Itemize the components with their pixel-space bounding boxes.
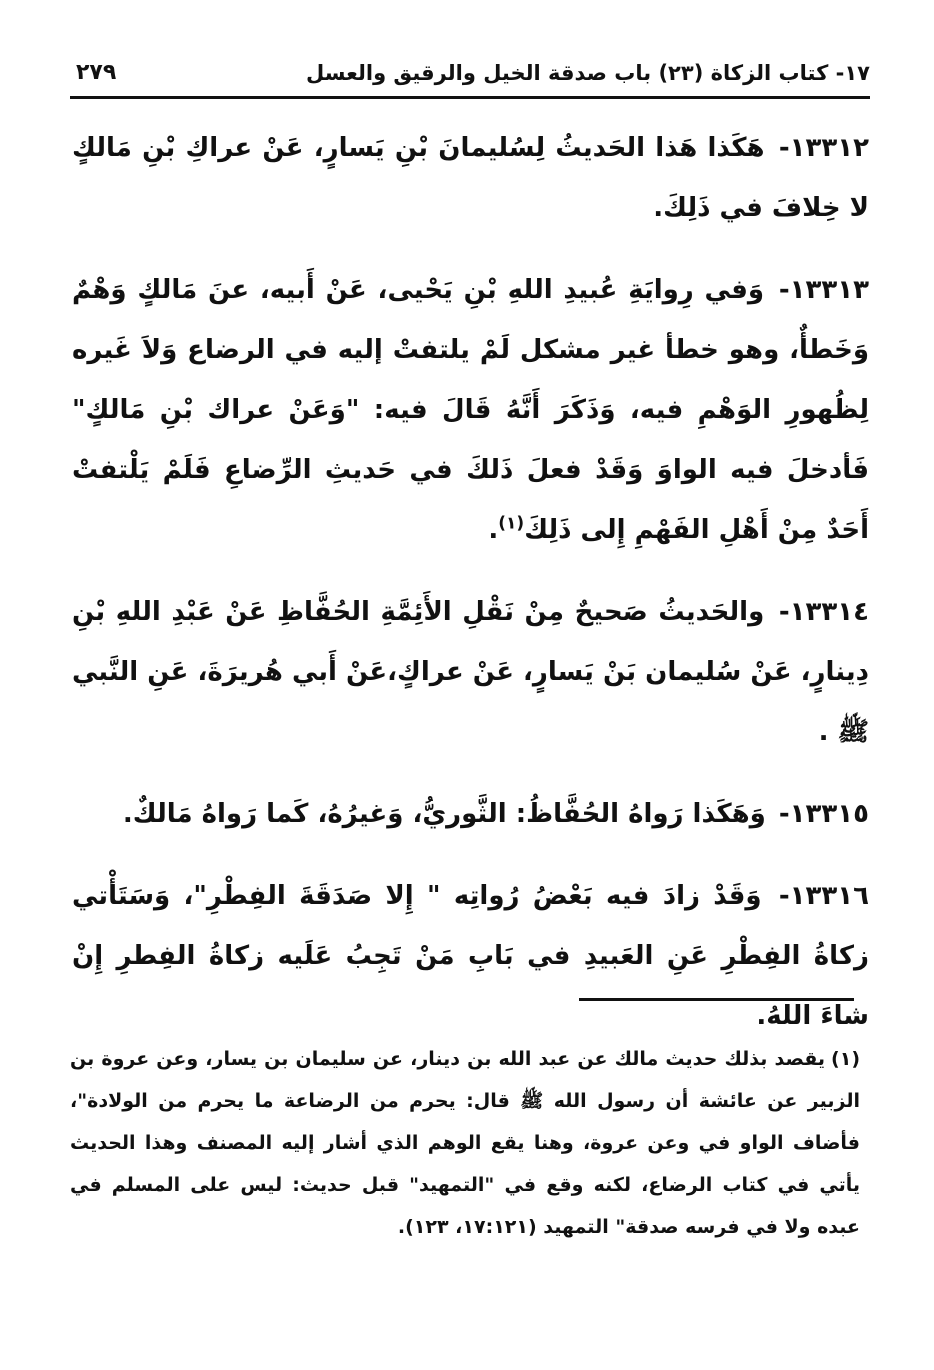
- paragraph-text: والحَديثُ صَحيحٌ مِنْ نَقْلِ الأَئِمَّةِ الحُفَّاظِ عَنْ عَبْدِ اللهِ بْنِ دِينارٍ، عَنْ سُليمان بَنْ يَسارٍ، عَنْ عراكٍ،عَنْ أَبي هُريرَةَ، عَنِ النَّبي ﷺ .: [72, 597, 869, 747]
- paragraph-text: وَهَكَذا رَواهُ الحُفَّاظُ: الثَّوريُّ، وَغيرُهُ، كَما رَواهُ مَالكٌ.: [122, 799, 766, 829]
- paragraph-13316: [72, 866, 869, 1046]
- paragraph-13312: [72, 118, 869, 238]
- paragraph-number: ١٣٣١٥-: [778, 799, 869, 829]
- header-title: ١٧- كتاب الزكاة (٢٣) باب صدقة الخيل والرقيق والعسل: [306, 61, 870, 85]
- footnote-separator: [579, 998, 854, 1001]
- footnote-text: يقصد بذلك حديث مالك عن عبد الله بن دينار، عن سليمان بن يسار، وعن عروة بن الزبير عن عائشة أن رسول الله ﷺ قال: يحرم من الرضاعة ما يحرم من الولادة"، فأضاف الواو في وعن عروة، وهنا يقع الوهم الذي أشار إليه المصنف وهذا الحديث يأتي في كتاب الرضاع، لكنه وقع في "التمهيد" قبل حديث: ليس على المسلم في عبده ولا في فرسه صدقة" التمهيد (١٧:١٢١، ١٢٣).: [70, 1048, 860, 1238]
- running-header: [70, 56, 870, 99]
- paragraph-text: وَقَدْ زادَ فيه بَعْضُ رُواتِه " إِلا صَدَقَةَ الفِطْرِ"، وَسَتَأْتي زكاةُ الفِطْرِ عَنِ العَبيدِ في بَابِ مَنْ تَجِبُ عَلَيه زكاةُ الفِطرِ إِنْ شاءَ اللهُ.: [72, 881, 869, 1031]
- paragraph-number: ١٣٣١٤-: [778, 597, 869, 627]
- paragraph-text: وَفي رِوايَةِ عُبيدِ اللهِ بْنِ يَحْيى، عَنْ أَبيه، عنَ مَالكٍ وَهْمٌ وَخَطأٌ، وهو خطأ غير مشكل لَمْ يلتفتْ إليه في الرضاع وَلاَ غَيره لِظُهورِ الوَهْمِ فيه، وَذَكَرَ أَنَّهُ قَالَ فيه: "وَعَنْ عراك بْنِ مَالكٍ" فَأدخلَ فيه الواوَ وَقَدْ فعلَ ذَلكَ في حَديثِ الرِّضاعِ فَلَمْ يَلْتفتْ أَحَدٌ مِنْ أَهْلِ الفَهْمِ إِلى ذَلِكَ: [72, 275, 869, 545]
- paragraph-13315: [72, 784, 869, 844]
- paragraph-13313: ١٣٣١٣- وَفي رِوايَةِ عُبيدِ اللهِ بْنِ يَحْيى، عَنْ أَبيه، عنَ مَالكٍ وَهْمٌ وَخَطأٌ، وهو خطأ غير مشكل لَمْ يلتفتْ إليه في الرضاع وَلاَ غَيره لِظُهورِ الوَهْمِ فيه، وَذَكَرَ أَنَّهُ قَالَ فيه: "وَعَنْ عراك بْنِ مَالكٍ" فَأدخلَ فيه الواوَ وَقَدْ فعلَ ذَلكَ في حَديثِ الرِّضاعِ فَلَمْ يَلْتفتْ أَحَدٌ مِنْ أَهْلِ الفَهْمِ إِلى ذَلِكَ$^{(١)}$.: [72, 275, 869, 545]
- paragraph-number: ١٣٣١٦-: [778, 881, 870, 911]
- footnote-marker: (١): [831, 1048, 860, 1070]
- paragraph-13314: [72, 582, 869, 762]
- footnote-1: [70, 1038, 860, 1248]
- footnote-reference[interactable]: (١): [498, 513, 525, 534]
- paragraph-number: ١٣٣١٣-: [778, 275, 869, 305]
- paragraph-number: ١٣٣١٢-: [778, 133, 869, 163]
- page-number: ٢٧٩: [76, 60, 117, 85]
- main-text: [72, 118, 869, 1068]
- paragraph-text: هَكَذا هَذا الحَديثُ لِسُليمانَ بْنِ يَسارٍ، عَنْ عراكِ بْنِ مَالكٍ لا خِلافَ في ذَلِكَ.: [72, 133, 869, 223]
- footnotes: [70, 1038, 860, 1248]
